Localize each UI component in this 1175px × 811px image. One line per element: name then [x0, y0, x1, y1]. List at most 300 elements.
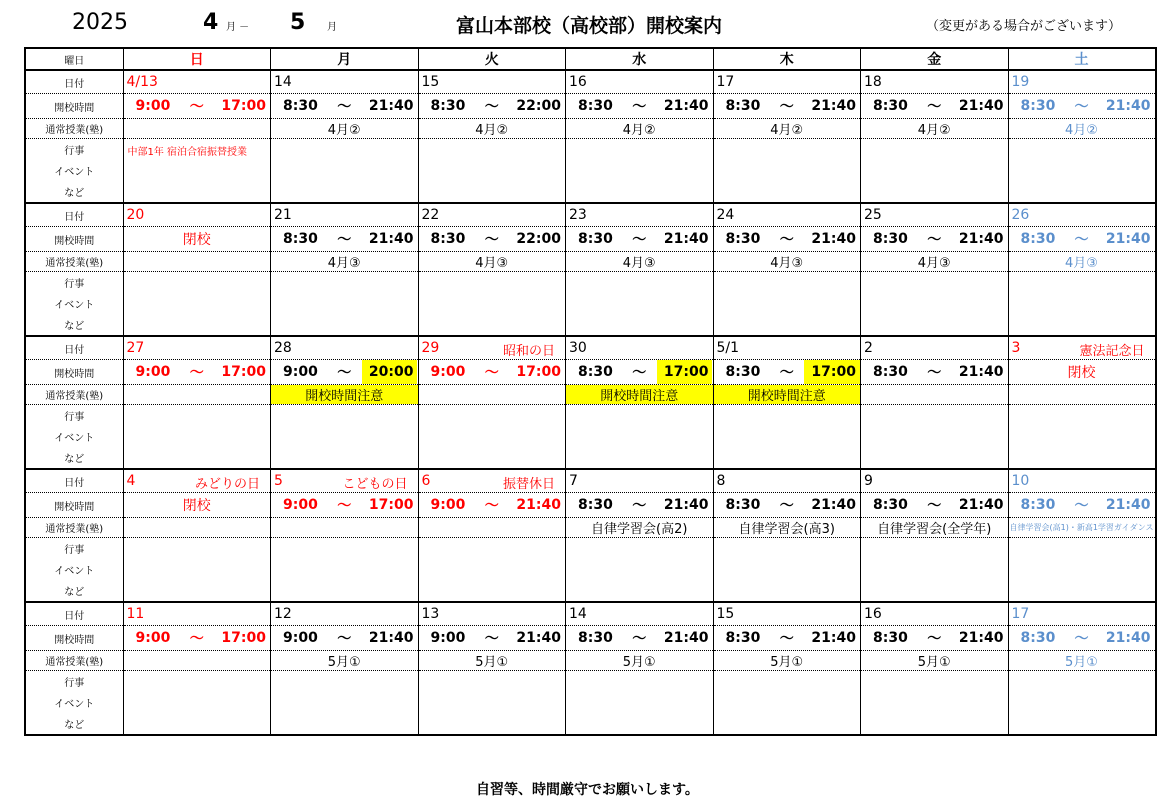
date-number: 11	[126, 606, 145, 622]
hours-range	[714, 360, 861, 384]
date-number: 15	[716, 606, 735, 622]
event-cell	[566, 538, 714, 603]
open-time: 9:00	[430, 630, 466, 646]
date-row	[25, 469, 1156, 493]
hours-cell	[271, 360, 419, 385]
open-time: 8:30	[578, 231, 613, 247]
event-cell	[1008, 538, 1156, 603]
close-time: 21:40	[663, 98, 709, 114]
event-label: など	[25, 580, 123, 602]
tilde-separator: ～	[484, 99, 499, 115]
date-cell	[271, 602, 419, 626]
open-time: 8:30	[873, 364, 908, 380]
event-label: 行事	[25, 671, 123, 693]
hours-row	[25, 360, 1156, 385]
hours-cell	[418, 493, 566, 518]
hours-range	[566, 493, 713, 517]
class-cell: 4月②	[418, 119, 566, 139]
class-row	[25, 119, 1156, 139]
hours-cell	[566, 626, 714, 651]
open-time: 8:30	[873, 630, 908, 646]
hours-cell	[861, 227, 1009, 252]
class-cell: 4月②	[713, 119, 861, 139]
event-cell	[418, 139, 566, 204]
close-time: 17:00	[221, 630, 266, 646]
class-cell	[271, 518, 419, 538]
date-number: 2	[864, 340, 873, 356]
date-cell	[713, 469, 861, 493]
tilde-separator: ～	[927, 498, 942, 514]
footer-note: 自習等、時間厳守でお願いします。	[476, 782, 699, 798]
date-number: 20	[126, 207, 145, 223]
open-time: 8:30	[1020, 231, 1056, 247]
open-time: 8:30	[430, 98, 466, 114]
weekday-header-row	[25, 48, 1156, 70]
class-label: 通常授業(塾)	[25, 651, 123, 671]
header-month-to: 5	[290, 10, 306, 35]
class-cell: 5月①	[713, 651, 861, 671]
class-label: 通常授業(塾)	[25, 518, 123, 538]
class-cell	[861, 385, 1009, 405]
close-time: 21:40	[811, 497, 856, 513]
hours-cell	[713, 227, 861, 252]
date-number: 24	[716, 207, 735, 223]
date-label: 日付	[25, 336, 123, 360]
weekday-tue: 火	[418, 48, 566, 70]
event-cell	[123, 405, 271, 470]
hours-row	[25, 493, 1156, 518]
class-cell: 自律学習会(高2)	[566, 518, 714, 538]
header-note: （変更がある場合がございます）	[926, 19, 1122, 34]
tilde-separator: ～	[337, 365, 352, 381]
date-number: 3	[1011, 340, 1021, 356]
class-cell: 自律学習会(高1)・新高1学習ガイダンス	[1008, 518, 1156, 538]
open-time: 8:30	[725, 231, 761, 247]
event-cell	[123, 272, 271, 337]
tilde-separator: ～	[779, 365, 794, 381]
tilde-separator: ～	[632, 365, 647, 381]
class-cell	[123, 651, 271, 671]
tilde-separator: ～	[779, 99, 794, 115]
page-header	[0, 0, 1175, 46]
class-label: 通常授業(塾)	[25, 385, 123, 405]
close-time: 21:40	[958, 630, 1004, 646]
date-number: 28	[274, 340, 292, 356]
event-cell	[418, 671, 566, 736]
date-cell	[271, 336, 419, 360]
class-row	[25, 252, 1156, 272]
open-time: 8:30	[873, 231, 908, 247]
event-cell	[271, 272, 419, 337]
open-time: 9:00	[430, 497, 466, 513]
class-cell: 4月③	[861, 252, 1009, 272]
date-label: 日付	[25, 602, 123, 626]
close-time: 21:40	[811, 630, 856, 646]
date-cell	[861, 70, 1009, 94]
hours-range	[271, 493, 418, 517]
close-time: 17:00	[516, 364, 561, 380]
event-cell	[566, 671, 714, 736]
close-time: 21:40	[811, 98, 856, 114]
date-cell	[123, 336, 271, 360]
close-time: 21:40	[663, 231, 709, 247]
event-cell: 中部1年 宿泊合宿振替授業	[123, 139, 271, 204]
class-cell: 自律学習会(高3)	[713, 518, 861, 538]
date-number: 8	[716, 473, 726, 489]
hours-range	[566, 227, 713, 251]
event-cell	[713, 272, 861, 337]
hours-range	[861, 227, 1008, 251]
open-time: 8:30	[578, 497, 613, 513]
date-number: 25	[864, 207, 882, 223]
close-time: 17:00	[221, 364, 266, 380]
weekday-label: 曜日	[25, 48, 123, 70]
event-cell	[861, 671, 1009, 736]
date-number: 5	[274, 473, 283, 489]
hours-cell	[1008, 493, 1156, 518]
class-cell: 4月②	[1008, 119, 1156, 139]
hours-range	[419, 94, 566, 118]
hours-range	[1009, 493, 1155, 517]
date-number: 15	[421, 74, 440, 90]
hours-range	[714, 227, 861, 251]
event-cell	[123, 671, 271, 736]
event-label: など	[25, 713, 123, 735]
date-number: 27	[126, 340, 145, 356]
hours-range	[271, 227, 418, 251]
hours-cell	[861, 94, 1009, 119]
hours-range	[419, 493, 566, 517]
class-row	[25, 651, 1156, 671]
hours-range	[271, 360, 418, 384]
hours-cell	[566, 360, 714, 385]
holiday-name: 振替休日	[502, 477, 555, 492]
class-cell: 4月②	[861, 119, 1009, 139]
event-row	[25, 272, 1156, 294]
class-cell: 5月①	[566, 651, 714, 671]
header-month-separator: 月 －	[226, 22, 250, 33]
date-cell	[861, 469, 1009, 493]
tilde-separator: ～	[1074, 631, 1089, 647]
class-label: 通常授業(塾)	[25, 252, 123, 272]
hours-range	[1009, 94, 1155, 118]
hours-range	[566, 94, 713, 118]
close-time: 22:00	[516, 98, 561, 114]
class-cell	[123, 518, 271, 538]
hours-label: 開校時間	[25, 493, 123, 518]
date-number: 7	[569, 473, 578, 489]
hours-cell	[418, 94, 566, 119]
date-row	[25, 336, 1156, 360]
date-cell	[418, 336, 566, 360]
event-cell	[566, 139, 714, 204]
event-cell	[713, 671, 861, 736]
class-cell: 4月②	[566, 119, 714, 139]
hours-cell	[418, 626, 566, 651]
class-cell	[418, 518, 566, 538]
class-cell: 5月①	[271, 651, 419, 671]
date-cell	[271, 70, 419, 94]
date-cell	[1008, 336, 1156, 360]
class-label: 通常授業(塾)	[25, 119, 123, 139]
hours-range	[861, 360, 1008, 384]
date-number: 17	[716, 74, 735, 90]
date-number: 14	[569, 606, 587, 622]
date-cell	[418, 70, 566, 94]
hours-row	[25, 94, 1156, 119]
close-time: 17:00	[368, 497, 414, 513]
weekday-sat: 土	[1008, 48, 1156, 70]
tilde-separator: ～	[484, 365, 499, 381]
tilde-separator: ～	[337, 232, 352, 248]
event-label: 行事	[25, 405, 123, 427]
close-time: 21:40	[368, 98, 414, 114]
date-cell	[1008, 70, 1156, 94]
tilde-separator: ～	[779, 232, 794, 248]
close-time: 21:40	[958, 98, 1004, 114]
hours-label: 開校時間	[25, 227, 123, 252]
open-time: 8:30	[725, 497, 761, 513]
date-cell	[271, 469, 419, 493]
date-number: 5/1	[716, 340, 740, 356]
date-number: 14	[274, 74, 292, 90]
page-title: 富山本部校（高校部）開校案内	[456, 15, 723, 37]
date-cell	[566, 336, 714, 360]
tilde-separator: ～	[632, 498, 647, 514]
event-cell	[418, 405, 566, 470]
event-row	[25, 671, 1156, 693]
event-cell	[271, 538, 419, 603]
close-time: 21:40	[1105, 497, 1151, 513]
open-time: 9:00	[135, 630, 171, 646]
tilde-separator: ～	[337, 631, 352, 647]
class-cell: 開校時間注意	[271, 385, 419, 405]
date-cell	[271, 203, 419, 227]
date-number: 16	[864, 606, 882, 622]
event-label: イベント	[25, 692, 123, 713]
open-time: 9:00	[135, 98, 171, 114]
event-cell	[1008, 272, 1156, 337]
close-time: 17:00	[221, 98, 266, 114]
hours-range	[124, 94, 271, 118]
header-year: 2025	[72, 10, 128, 35]
hours-cell	[123, 360, 271, 385]
date-number: 4/13	[126, 74, 158, 90]
date-number: 17	[1011, 606, 1030, 622]
close-time: 17:00	[804, 360, 860, 384]
event-label: 行事	[25, 272, 123, 294]
tilde-separator: ～	[1074, 498, 1089, 514]
date-cell	[566, 203, 714, 227]
close-time: 21:40	[516, 497, 561, 513]
date-number: 26	[1011, 207, 1030, 223]
hours-cell	[861, 360, 1009, 385]
date-cell	[713, 336, 861, 360]
tilde-separator: ～	[1074, 232, 1089, 248]
tilde-separator: ～	[484, 631, 499, 647]
open-time: 8:30	[283, 98, 318, 114]
hours-cell	[271, 94, 419, 119]
hours-range	[419, 626, 566, 650]
tilde-separator: ～	[189, 99, 204, 115]
close-time: 21:40	[368, 231, 414, 247]
hours-cell	[418, 227, 566, 252]
close-time: 22:00	[516, 231, 561, 247]
date-cell	[861, 336, 1009, 360]
weekday-mon: 月	[271, 48, 419, 70]
close-time: 21:40	[663, 630, 709, 646]
calendar-table	[24, 47, 1157, 736]
holiday-name: 憲法記念日	[1079, 344, 1145, 359]
weekday-wed: 水	[566, 48, 714, 70]
date-label: 日付	[25, 70, 123, 94]
hours-cell	[861, 493, 1009, 518]
close-time: 21:40	[811, 231, 856, 247]
class-cell	[123, 119, 271, 139]
hours-row	[25, 227, 1156, 252]
event-cell	[271, 405, 419, 470]
hours-range	[419, 360, 566, 384]
event-label: 行事	[25, 139, 123, 161]
event-cell	[1008, 671, 1156, 736]
date-number: 10	[1011, 473, 1030, 489]
date-cell	[1008, 469, 1156, 493]
date-cell	[418, 469, 566, 493]
date-cell	[861, 203, 1009, 227]
date-label: 日付	[25, 469, 123, 493]
date-cell	[123, 469, 271, 493]
date-row	[25, 203, 1156, 227]
event-cell	[418, 538, 566, 603]
tilde-separator: ～	[189, 365, 204, 381]
hours-range	[124, 626, 271, 650]
hours-cell	[1008, 227, 1156, 252]
tilde-separator: ～	[632, 232, 647, 248]
date-number: 9	[864, 473, 873, 489]
hours-cell	[271, 493, 419, 518]
tilde-separator: ～	[927, 99, 942, 115]
hours-cell	[1008, 626, 1156, 651]
open-time: 8:30	[725, 364, 761, 380]
tilde-separator: ～	[632, 99, 647, 115]
hours-cell	[713, 493, 861, 518]
hours-range	[1009, 626, 1155, 650]
weekday-thu: 木	[713, 48, 861, 70]
closed-cell: 閉校	[123, 493, 271, 518]
date-cell	[566, 70, 714, 94]
hours-range	[271, 626, 418, 650]
event-cell	[566, 405, 714, 470]
hours-cell	[271, 626, 419, 651]
hours-row	[25, 626, 1156, 651]
class-cell: 4月③	[566, 252, 714, 272]
hours-label: 開校時間	[25, 360, 123, 385]
date-cell	[418, 602, 566, 626]
event-label: など	[25, 447, 123, 469]
event-cell	[861, 538, 1009, 603]
event-cell	[1008, 405, 1156, 470]
date-number: 21	[274, 207, 292, 223]
close-time: 21:40	[516, 630, 561, 646]
date-cell	[861, 602, 1009, 626]
class-cell	[418, 385, 566, 405]
date-row	[25, 602, 1156, 626]
hours-cell	[123, 94, 271, 119]
open-time: 8:30	[1020, 497, 1056, 513]
weekday-sun: 日	[123, 48, 271, 70]
date-cell	[566, 469, 714, 493]
hours-range	[271, 94, 418, 118]
holiday-name: こどもの日	[342, 477, 408, 492]
date-number: 22	[421, 207, 440, 223]
date-cell	[418, 203, 566, 227]
event-label: イベント	[25, 426, 123, 447]
event-row	[25, 405, 1156, 427]
hours-range	[419, 227, 566, 251]
event-label: など	[25, 181, 123, 203]
tilde-separator: ～	[927, 232, 942, 248]
date-cell	[713, 203, 861, 227]
close-time: 21:40	[663, 497, 709, 513]
class-cell	[123, 385, 271, 405]
hours-range	[861, 94, 1008, 118]
class-cell: 4月③	[713, 252, 861, 272]
event-cell	[566, 272, 714, 337]
event-label: など	[25, 314, 123, 336]
event-label: イベント	[25, 293, 123, 314]
date-number: 29	[421, 340, 440, 356]
holiday-name: みどりの日	[194, 477, 260, 492]
date-number: 19	[1011, 74, 1030, 90]
tilde-separator: ～	[779, 631, 794, 647]
open-time: 8:30	[725, 98, 761, 114]
hours-range	[566, 360, 713, 384]
date-cell	[1008, 203, 1156, 227]
date-number: 23	[569, 207, 587, 223]
event-cell	[1008, 139, 1156, 204]
tilde-separator: ～	[484, 498, 499, 514]
class-cell: 5月①	[861, 651, 1009, 671]
close-time: 21:40	[1105, 630, 1151, 646]
class-cell: 自律学習会(全学年)	[861, 518, 1009, 538]
date-number: 18	[864, 74, 882, 90]
class-cell: 4月③	[271, 252, 419, 272]
open-time: 8:30	[578, 630, 613, 646]
event-cell	[713, 139, 861, 204]
class-cell: 5月①	[418, 651, 566, 671]
class-cell	[123, 252, 271, 272]
date-number: 13	[421, 606, 440, 622]
close-time: 21:40	[958, 231, 1004, 247]
open-time: 8:30	[1020, 630, 1056, 646]
date-cell	[123, 602, 271, 626]
open-time: 8:30	[873, 497, 908, 513]
hours-range	[714, 626, 861, 650]
tilde-separator: ～	[189, 631, 204, 647]
event-cell	[271, 671, 419, 736]
hours-range	[861, 626, 1008, 650]
hours-cell	[566, 227, 714, 252]
date-number: 30	[569, 340, 587, 356]
event-cell	[861, 272, 1009, 337]
event-label: イベント	[25, 559, 123, 580]
hours-cell	[418, 360, 566, 385]
hours-range	[566, 626, 713, 650]
event-row	[25, 139, 1156, 161]
class-cell: 開校時間注意	[566, 385, 714, 405]
close-time: 20:00	[362, 360, 418, 384]
hours-cell	[713, 626, 861, 651]
